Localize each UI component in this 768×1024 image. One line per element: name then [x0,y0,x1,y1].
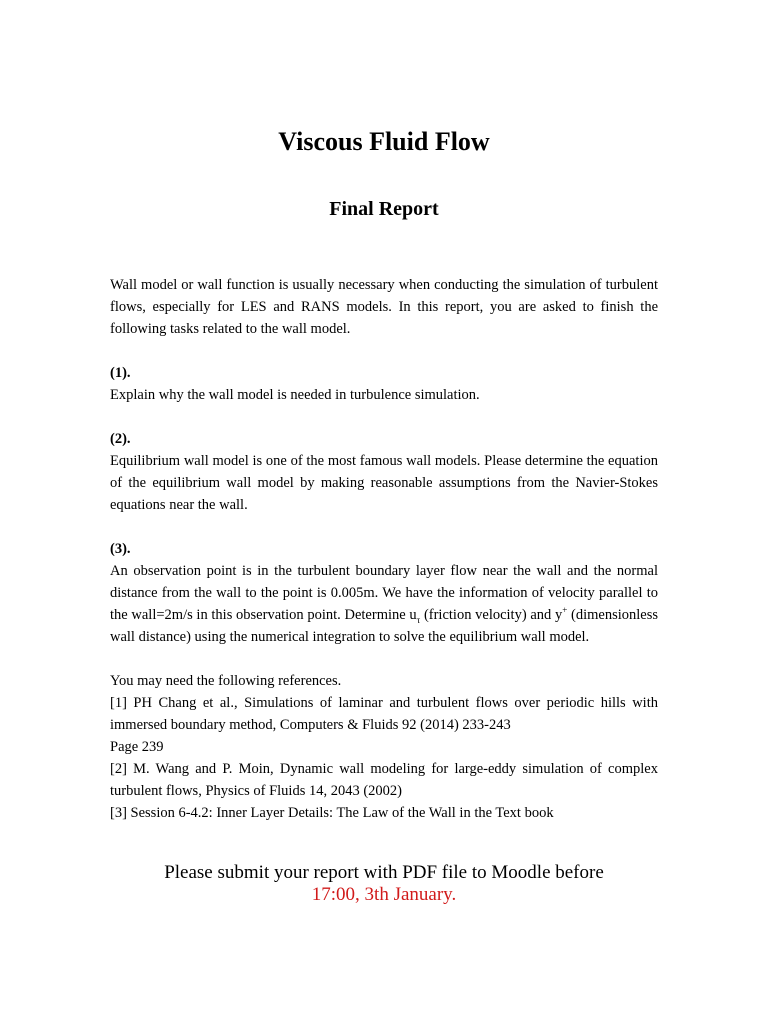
reference-3: [3] Session 6-4.2: Inner Layer Details: The Law of the Wall in the Text book [110,805,554,821]
task-1-number: (1). [110,365,131,381]
submission-notice [0,862,768,906]
references-intro: You may need the following references. [110,673,342,689]
task-2-number: (2). [110,431,131,447]
intro-paragraph: Wall model or wall function is usually necessary when conducting the simulation of turbulent flows, especially for LES and RANS models. In this report, you are asked to finish the following tasks related to the wall model. [110,277,658,337]
reference-2: [2] M. Wang and P. Moin, Dynamic wall modeling for large-eddy simulation of complex turbulent flows, Physics of Fluids 14, 2043 (2002) [110,761,658,799]
document-title: Viscous Fluid Flow [278,127,490,156]
task-1-text: Explain why the wall model is needed in turbulence simulation. [110,387,480,403]
task-3-text-part-b: (friction velocity) and y [420,607,563,623]
submission-deadline: 17:00, 3th January. [311,884,457,905]
plus-superscript: + [562,605,568,616]
task-3-text [110,560,658,648]
document-subtitle: Final Report [329,198,439,220]
task-3-number: (3). [110,541,131,557]
reference-1-page: Page 239 [110,739,164,755]
submission-instruction: Please submit your report with PDF file to Moodle before [164,862,604,883]
document-body [110,274,658,824]
task-3-text-part-a: An observation point is in the turbulent boundary layer flow near the wall and the normal distance from the wall to the point is 0.005m. We have the information of velocity parallel to the wall=2m/s in this observation point. Determine u [110,563,658,623]
tau-subscript: τ [416,614,421,625]
reference-1: [1] PH Chang et al., Simulations of laminar and turbulent flows over periodic hills with immersed boundary method, Computers & Fluids 92 (2014) 233-243 [110,695,658,733]
task-2-text: Equilibrium wall model is one of the most famous wall models. Please determine the equation of the equilibrium wall model by making reasonable assumptions from the Navier-Stokes equations near the wall. [110,453,658,513]
task-3-text-part-c: (dimensionless wall distance) using the numerical integration to solve the equilibrium wall model. [110,607,658,645]
